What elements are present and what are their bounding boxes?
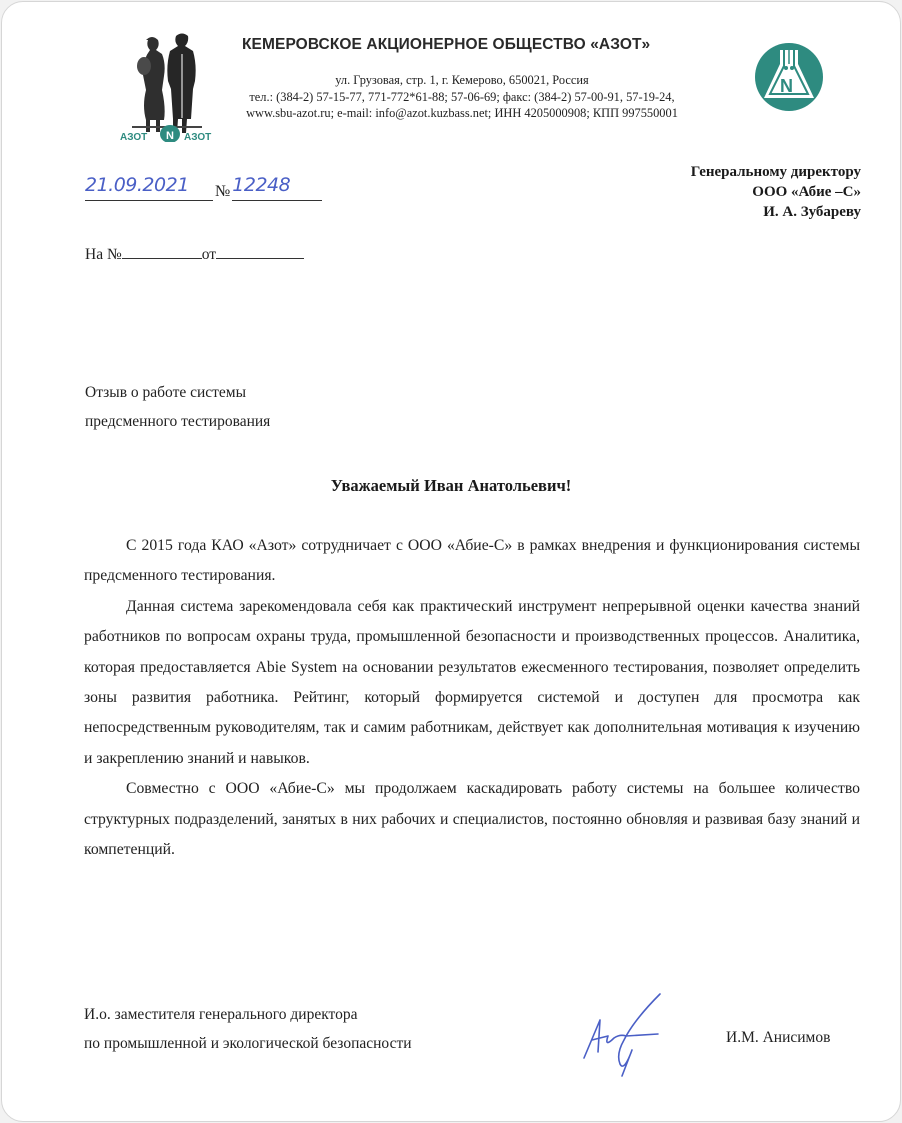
svg-text:N: N <box>780 76 793 96</box>
handwritten-signature-icon <box>574 990 674 1080</box>
letter-page <box>1 1 901 1122</box>
addressee-block <box>652 162 861 222</box>
letter-subject <box>85 378 270 436</box>
subject-line-2: предсменного тестирования <box>85 413 271 430</box>
reply-number-blank <box>122 242 202 259</box>
signer-title <box>84 1000 412 1058</box>
svg-text:АЗОТ: АЗОТ <box>120 132 148 142</box>
signer-title-line-2: по промышленной и экологической безопасности <box>84 1035 412 1052</box>
company-name: КЕМЕРОВСКОЕ АКЦИОНЕРНОЕ ОБЩЕСТВО «АЗОТ» <box>242 36 651 53</box>
reply-number-label: На № <box>85 246 122 263</box>
reply-date-blank <box>216 242 304 259</box>
svg-text:АЗОТ: АЗОТ <box>184 132 212 142</box>
salutation: Уважаемый Иван Анатольевич! <box>330 476 572 495</box>
company-web-email-tax: www.sbu-azot.ru; e-mail: info@azot.kuzbass.net; ИНН 4205000908; КПП 997550001 <box>246 106 678 120</box>
reply-from-label: от <box>201 246 217 263</box>
letter-body <box>84 531 860 865</box>
number-sign: № <box>215 183 231 200</box>
outgoing-reference <box>85 174 322 201</box>
company-address: ул. Грузовая, стр. 1, г. Кемерово, 650021, Россия <box>335 73 589 87</box>
addressee-name: И. А. Зубареву <box>763 204 861 220</box>
outgoing-number-field <box>232 174 322 201</box>
svg-text:N: N <box>166 130 174 142</box>
addressee-company: ООО «Абие –С» <box>752 184 861 200</box>
company-contacts <box>202 72 722 122</box>
reply-reference <box>85 242 304 264</box>
outgoing-date-field <box>85 174 213 201</box>
azot-flask-logo-icon <box>754 42 824 112</box>
body-paragraph: Данная система зарекомендовала себя как практический инструмент непрерывной оценки качества знаний работников по вопросам охраны труда, промышленной безопасности и производственных процессов. Аналитика, которая предоставляется Abie System на основании результатов ежесменного тестирования, позволяет определить зоны развития работника. Рейтинг, который формируется системой и доступен для просмотра как непосредственным руководителям, так и самим работникам, действует как дополнительная мотивация к изучению и закреплению знаний и навыков. <box>84 597 860 767</box>
body-paragraph: С 2015 года КАО «Азот» сотрудничает с ООО «Абие-С» в рамках внедрения и функционирования системы предсменного тестирования. <box>84 537 860 585</box>
outgoing-date: 21.09.2021 <box>85 174 189 196</box>
signer-name: И.М. Анисимов <box>726 1029 831 1046</box>
company-phones: тел.: (384-2) 57-15-77, 771-772*61-88; 57-06-69; факс: (384-2) 57-00-91, 57-19-24, <box>249 89 675 104</box>
addressee-position: Генеральному директору <box>690 164 861 180</box>
signer-title-line-1: И.о. заместителя генерального директора <box>84 1006 358 1023</box>
subject-line-1: Отзыв о работе системы <box>85 384 247 401</box>
outgoing-number: 12248 <box>232 174 291 196</box>
body-paragraph: Совместно с ООО «Абие-С» мы продолжаем каскадировать работу системы на большее количество структурных подразделений, занятых в них рабочих и специалистов, постоянно обновляя и развивая базу знаний и компетенций. <box>84 780 860 859</box>
